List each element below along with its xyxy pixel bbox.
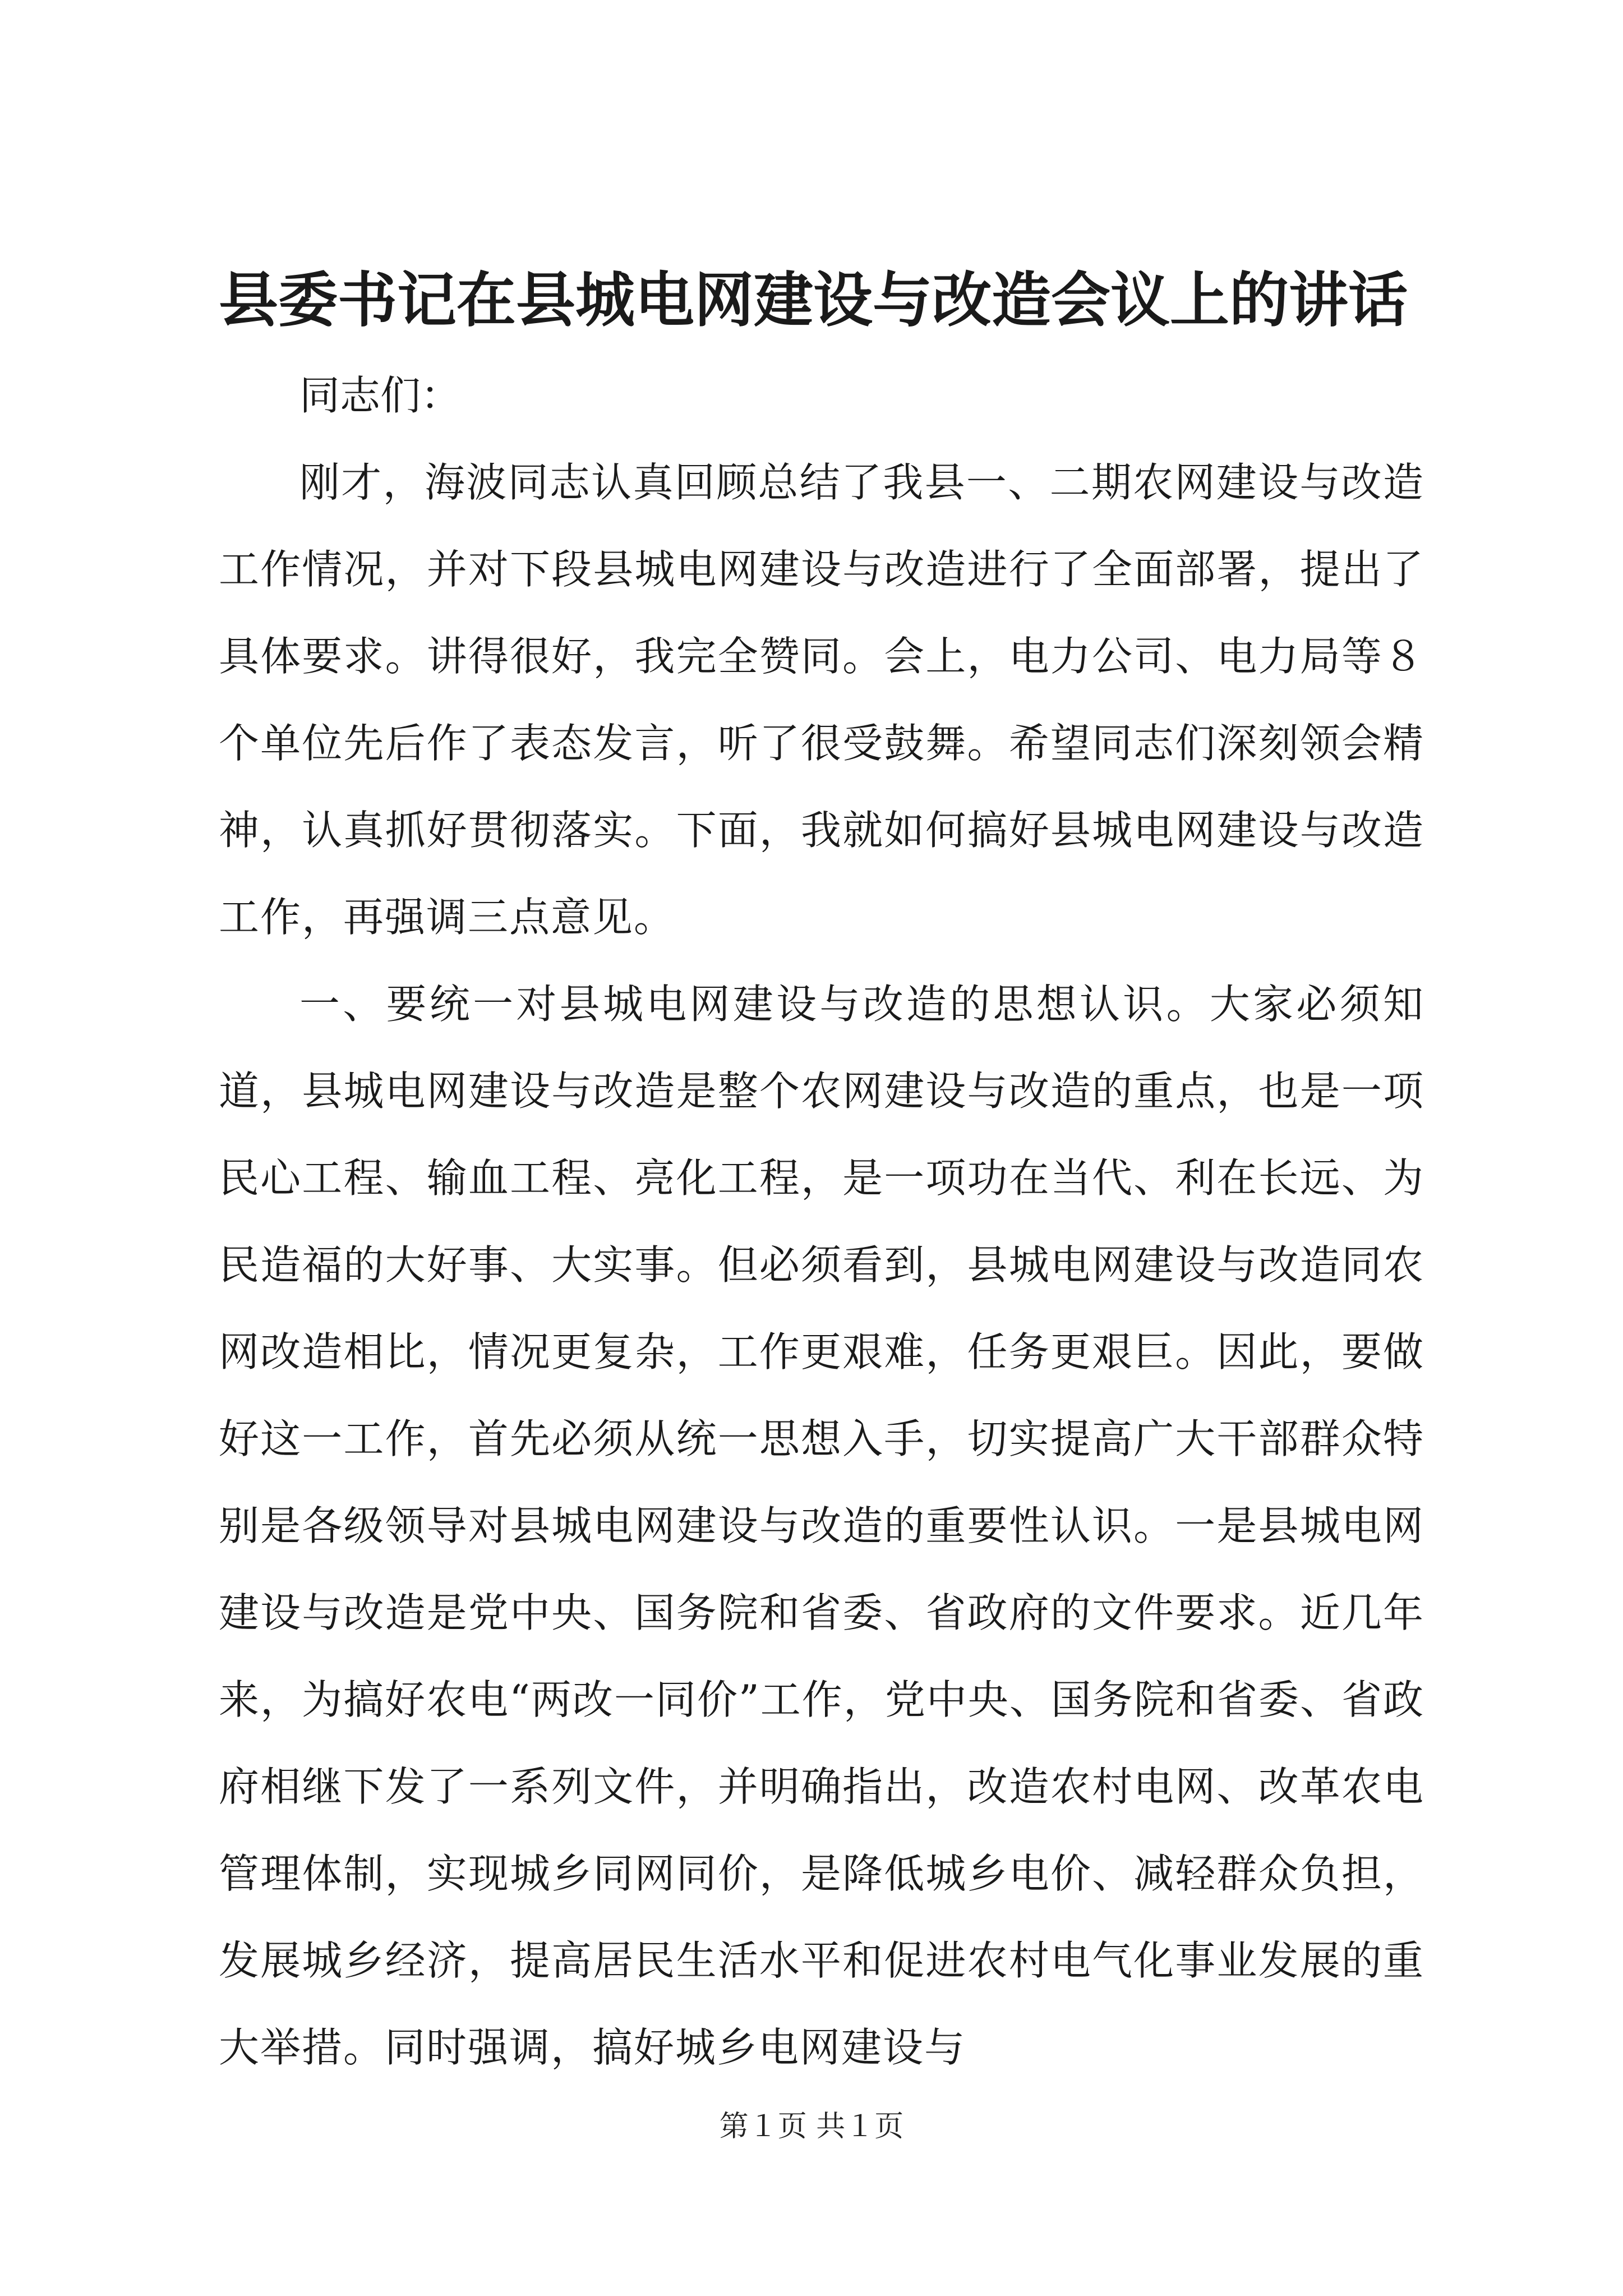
salutation: 同志们： [299, 372, 462, 419]
paragraph-point-one: 一、要统一对县城电网建设与改造的思想认识。大家必须知道，县城电网建设与改造是整个农网建设与改造的重点，也是一项民心工程、输血工程、亮化工程，是一项功在当代、利在长远、为民造福的大好事、大实事。但必须看到，县城电网建设与改造同农网改造相比，情况更复杂，工作更艰难，任务更艰巨。因此，要做好这一工作，首先必须从统一思想入手，切实提高广大干部群众特别是各级领导对县城电网建设与改造的重要性认识。一是县城电网建设与改造是党中央、国务院和省委、省政府的文件要求。近几年来，为搞好农电“两改一同价”工作，党中央、国务院和省委、省政府相继下发了一系列文件，并明确指出，改造农村电网、改革农电管理体制，实现城乡同网同价，是降低城乡电价、减轻群众负担，发展城乡经济，提高居民生活水平和促进农村电气化事业发展的重大举措。同时强调，搞好城乡电网建设与 [219, 981, 1424, 2071]
document-body [219, 352, 1424, 2091]
page-number-footer: 第１页 共１页 [719, 2110, 904, 2143]
paragraph-intro: 刚才，海波同志认真回顾总结了我县一、二期农网建设与改造工作情况，并对下段县城电网建设与改造进行了全面部署，提出了具体要求。讲得很好，我完全赞同。会上，电力公司、电力局等８个单位先后作了表态发言，听了很受鼓舞。希望同志们深刻领会精神，认真抓好贯彻落实。下面，我就如何搞好县城电网建设与改造工作，再强调三点意见。 [219, 459, 1424, 941]
document-title: 县委书记在县城电网建设与改造会议上的讲话 [219, 265, 1408, 335]
